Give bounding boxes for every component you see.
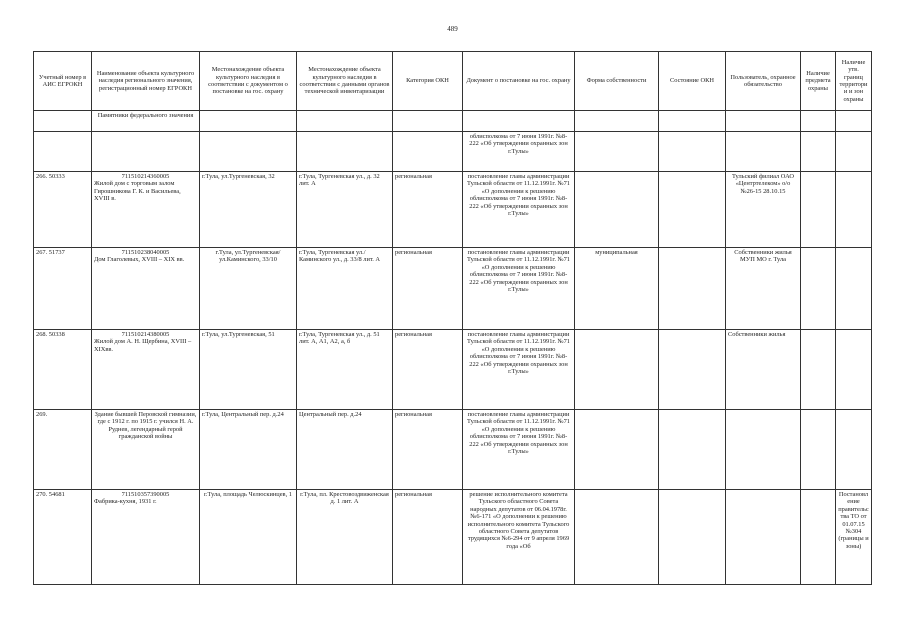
protection-subject-cell xyxy=(801,410,836,490)
document-cell: постановление главы администрации Тульской области от 11.12.1991г. №71 «О дополнении к решению облисполкома от 7 июня 1991г. №8-222 «Об утверждении охранных зон г.Тулы» xyxy=(463,248,575,330)
location-doc-cell: г.Тула, Центральный пер. д.24 xyxy=(200,410,297,490)
state-cell xyxy=(659,172,726,248)
user-cell: Собственники жилья МУП МО г. Тула xyxy=(726,248,801,330)
user-cell: Тульский филиал ОАО «Центртелеком» о/о №26-15 28.10.15 xyxy=(726,172,801,248)
category-cell: региональная xyxy=(393,172,463,248)
table-header-row xyxy=(34,52,872,111)
row-number-cell: 268. 50338 xyxy=(34,330,92,410)
page-number: 489 xyxy=(447,25,458,33)
category-cell: региональная xyxy=(393,410,463,490)
state-cell xyxy=(659,248,726,330)
ownership-cell xyxy=(575,172,659,248)
column-header: Наименование объекта культурного наследия регионального значения, регистрационный номер ЕГРОКН xyxy=(92,52,200,111)
row-number-cell: 266. 50333 xyxy=(34,172,92,248)
ownership-cell xyxy=(575,490,659,585)
column-header: Наличие утв. границ территории и зон охраны xyxy=(836,52,872,111)
state-cell xyxy=(659,490,726,585)
state-cell xyxy=(659,410,726,490)
object-name-cell: 711510357390005 Фабрика-кухня, 1931 г. xyxy=(92,490,200,585)
borders-cell xyxy=(836,172,872,248)
column-header: Состояние ОКН xyxy=(659,52,726,111)
heritage-register-table xyxy=(33,51,872,585)
location-doc-cell: г.Тула, ул.Тургеневская, 32 xyxy=(200,172,297,248)
location-doc-cell: г.Тула, площадь Челюскинцев, 1 xyxy=(200,490,297,585)
section-subheader: Памятники федерального значения xyxy=(92,111,200,132)
column-header: Наличие предмета охраны xyxy=(801,52,836,111)
column-header: Форма собственности xyxy=(575,52,659,111)
borders-cell: Постановление правительства ТО от 01.07.15 №304 (границы и зоны) xyxy=(836,490,872,585)
location-tech-cell: г.Тула, Тургеневская ул./ Каминского ул., д. 33/8 лит. А xyxy=(297,248,393,330)
column-header: Местонахождение объекта культурного наследия в соответствии с документом о постановке на гос. охрану xyxy=(200,52,297,111)
table-row xyxy=(34,490,872,585)
column-header: Местонахождение объекта культурного наследия в соответствии с данными органов технической инвентаризации xyxy=(297,52,393,111)
protection-subject-cell xyxy=(801,172,836,248)
object-name-cell: 711510214380005 Жилой дом А. Н. Щербина, XVIII – XIXвв. xyxy=(92,330,200,410)
location-tech-cell: г.Тула, пл. Крестовоздвиженская д. 1 лит. А xyxy=(297,490,393,585)
object-name-cell: 711510214360005 Жилой дом с торговым залом Гирошникова Г. К. и Васильева, XVIII в. xyxy=(92,172,200,248)
state-cell xyxy=(659,330,726,410)
borders-cell xyxy=(836,410,872,490)
category-cell: региональная xyxy=(393,330,463,410)
column-header: Категория ОКН xyxy=(393,52,463,111)
user-cell xyxy=(726,490,801,585)
location-doc-cell: г.Тула, ул.Тургеневская, 51 xyxy=(200,330,297,410)
protection-subject-cell xyxy=(801,248,836,330)
table-row xyxy=(34,172,872,248)
document-cell: решение исполнительного комитета Тульского областного Совета народных депутатов от 06.04.1978г. №6-171 «О дополнении к решению исполнительного комитета Тульского областного Совета депутатов трудящихся №6-294 от 9 апреля 1969 года «Об xyxy=(463,490,575,585)
column-header: Документ о постановке на гос. охрану xyxy=(463,52,575,111)
continuation-text: облисполкома от 7 июня 1991г. №8-222 «Об утверждении охранных зон г.Тулы» xyxy=(463,132,575,172)
row-number-cell: 270. 54681 xyxy=(34,490,92,585)
ownership-cell xyxy=(575,330,659,410)
location-doc-cell: г.Тула, ул.Тургеневская/ул.Каминского, 33/10 xyxy=(200,248,297,330)
column-header: Пользователь, охранное обязательство xyxy=(726,52,801,111)
table-row xyxy=(34,330,872,410)
document-cell: постановление главы администрации Тульской области от 11.12.1991г. №71 «О дополнении к решению облисполкома от 7 июня 1991г. №8-222 «Об утверждении охранных зон г.Тулы» xyxy=(463,410,575,490)
continuation-row xyxy=(34,132,872,172)
section-subheader-row xyxy=(34,111,872,132)
user-cell xyxy=(726,410,801,490)
category-cell: региональная xyxy=(393,490,463,585)
object-name-cell: 711510238040005 Дом Глаголевых, XVIII – XIX вв. xyxy=(92,248,200,330)
protection-subject-cell xyxy=(801,330,836,410)
ownership-cell xyxy=(575,410,659,490)
ownership-cell: муниципальная xyxy=(575,248,659,330)
table-row xyxy=(34,248,872,330)
object-name-cell: Здание бывшей Перовской гимназии, где с 1912 г. по 1915 г. учился Н. А. Руднев, легендарный герой гражданской войны xyxy=(92,410,200,490)
document-cell: постановление главы администрации Тульской области от 11.12.1991г. №71 «О дополнении к решению облисполкома от 7 июня 1991г. №8-222 «Об утверждении охранных зон г.Тулы» xyxy=(463,172,575,248)
location-tech-cell: г.Тула, Тургеневская ул., д. 32 лит. А xyxy=(297,172,393,248)
protection-subject-cell xyxy=(801,490,836,585)
category-cell: региональная xyxy=(393,248,463,330)
column-header: Учетный номер в АИС ЕГРОКН xyxy=(34,52,92,111)
location-tech-cell: г.Тула, Тургеневская ул., д. 51 лит. А, А1, А2, а, б xyxy=(297,330,393,410)
borders-cell xyxy=(836,330,872,410)
borders-cell xyxy=(836,248,872,330)
user-cell: Собственники жилья xyxy=(726,330,801,410)
location-tech-cell: Центральный пер. д.24 xyxy=(297,410,393,490)
row-number-cell: 267. 51737 xyxy=(34,248,92,330)
document-cell: постановление главы администрации Тульской области от 11.12.1991г. №71 «О дополнении к решению облисполкома от 7 июня 1991г. №8-222 «Об утверждении охранных зон г.Тулы» xyxy=(463,330,575,410)
table-row xyxy=(34,410,872,490)
row-number-cell: 269. xyxy=(34,410,92,490)
